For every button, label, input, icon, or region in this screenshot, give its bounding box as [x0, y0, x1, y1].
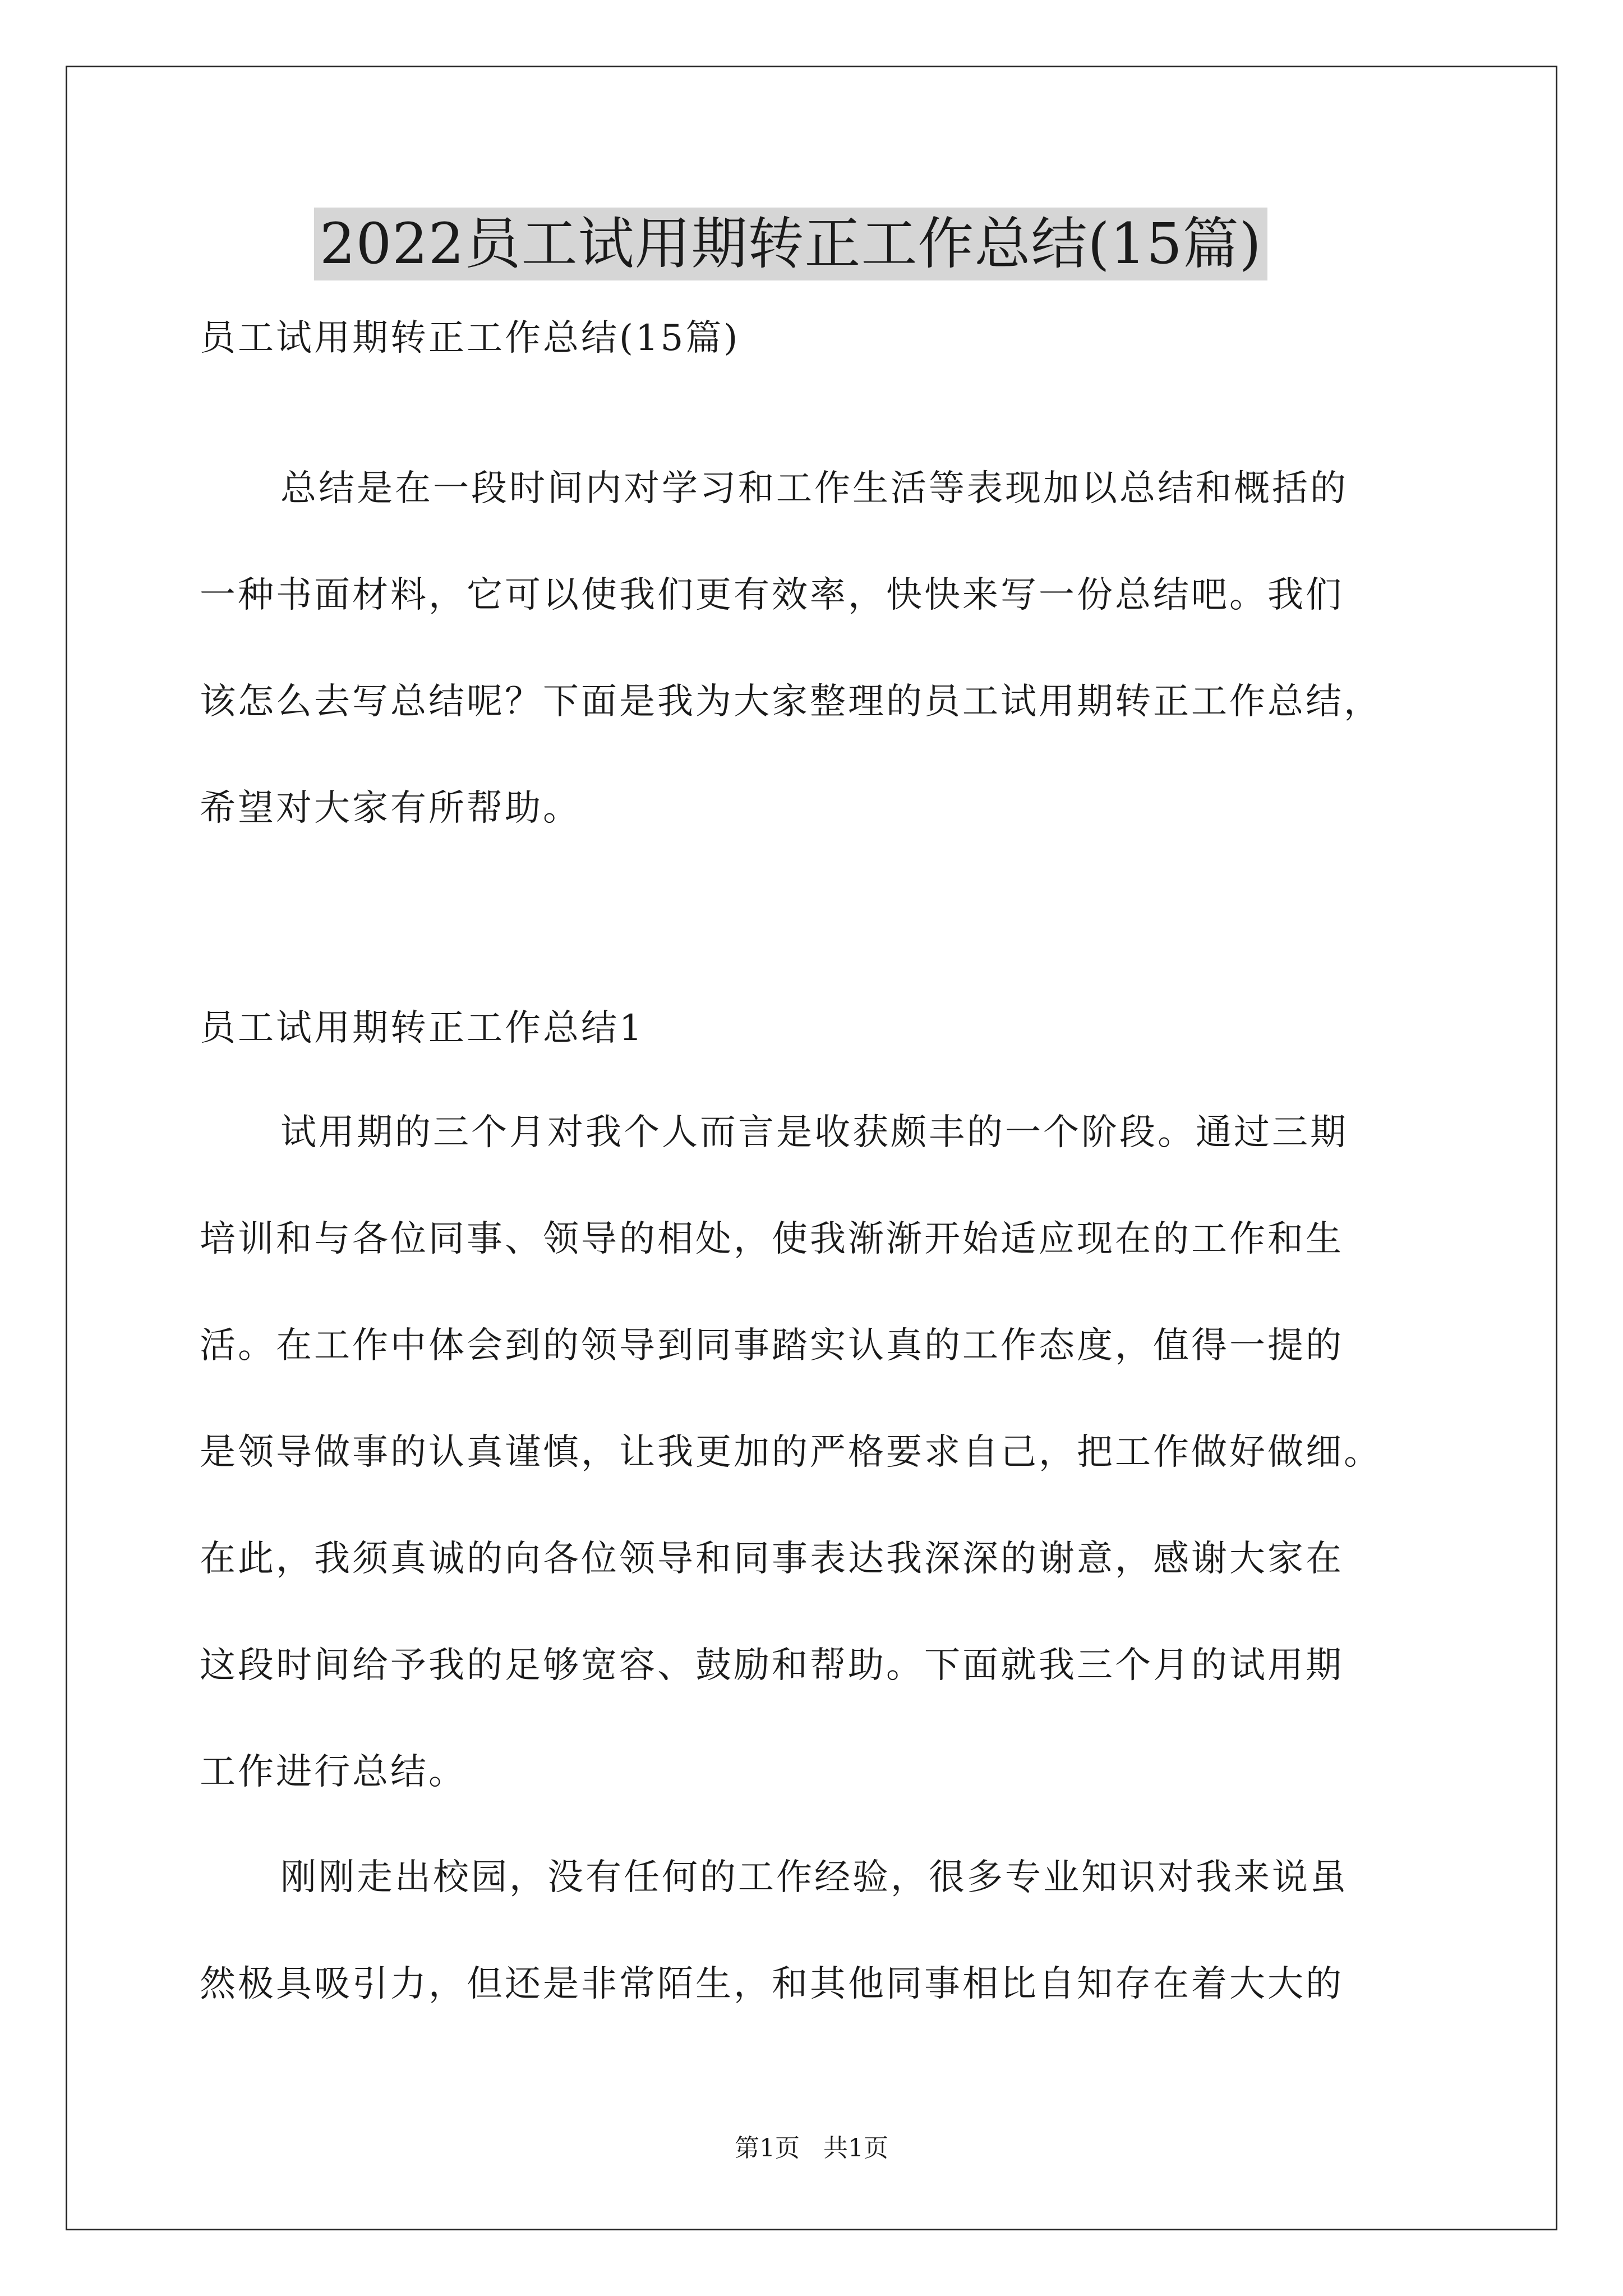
intro-line: 总结是在一段时间内对学习和工作生活等表现加以总结和概括的	[280, 468, 1348, 509]
intro-line: 希望对大家有所帮助。	[200, 788, 581, 829]
paragraph-line: 工作进行总结。	[200, 1751, 467, 1793]
document-subtitle: 员工试用期转正工作总结(15篇)	[200, 318, 740, 359]
paragraph-line: 然极具吸引力，但还是非常陌生，和其他同事相比自知存在着大大的	[200, 1963, 1344, 2005]
intro-line: 一种书面材料，它可以使我们更有效率，快快来写一份总结吧。我们	[200, 574, 1344, 616]
document-title: 2022员工试用期转正工作总结(15篇)	[314, 208, 1267, 280]
intro-line: 该怎么去写总结呢？下面是我为大家整理的员工试用期转正工作总结，	[200, 681, 1382, 723]
paragraph-line: 这段时间给予我的足够宽容、鼓励和帮助。下面就我三个月的试用期	[200, 1645, 1344, 1686]
paragraph-line: 在此，我须真诚的向各位领导和同事表达我深深的谢意，感谢大家在	[200, 1538, 1344, 1580]
paragraph-line: 试用期的三个月对我个人而言是收获颇丰的一个阶段。通过三期	[280, 1112, 1348, 1153]
paragraph-line: 是领导做事的认真谨慎，让我更加的严格要求自己，把工作做好做细。	[200, 1432, 1382, 1473]
paragraph-line: 培训和与各位同事、领导的相处，使我渐渐开始适应现在的工作和生	[200, 1218, 1344, 1260]
paragraph-line: 活。在工作中体会到的领导到同事踏实认真的工作态度，值得一提的	[200, 1325, 1344, 1366]
page-footer: 第1页 共1页	[735, 2134, 888, 2162]
section-heading: 员工试用期转正工作总结1	[200, 1007, 644, 1049]
paragraph-line: 刚刚走出校园，没有任何的工作经验，很多专业知识对我来说虽	[280, 1857, 1348, 1898]
